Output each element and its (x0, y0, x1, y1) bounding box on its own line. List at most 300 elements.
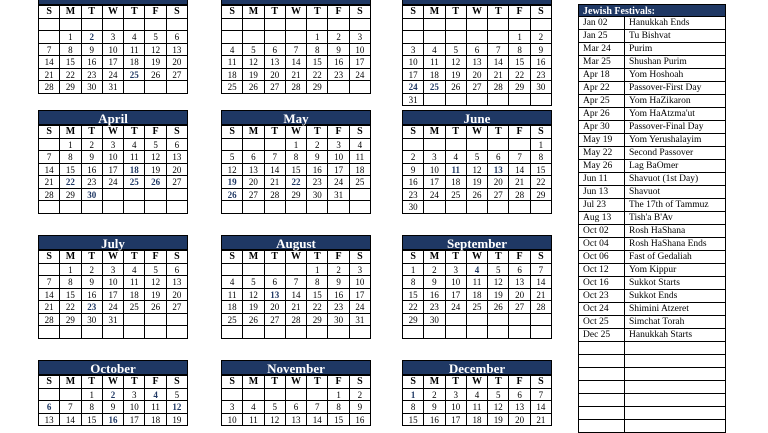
day-cell: 7 (531, 389, 552, 402)
day-cell: 18 (124, 56, 145, 69)
day-cell: 6 (39, 401, 60, 414)
day-cell (403, 326, 424, 339)
day-cell: 16 (403, 176, 424, 189)
day-cell (103, 189, 124, 202)
day-cell: 14 (39, 56, 60, 69)
day-cell (531, 201, 552, 214)
day-cell: 11 (222, 289, 243, 302)
festival-row (579, 368, 725, 381)
day-cell: 7 (488, 44, 509, 57)
day-cell: 25 (350, 176, 371, 189)
day-cell: 9 (103, 401, 124, 414)
festival-date: Jan 02 (579, 17, 625, 29)
day-cell (167, 314, 188, 327)
month-days-grid (221, 5, 371, 94)
day-cell: 2 (82, 264, 103, 277)
day-cell: 16 (103, 414, 124, 427)
day-cell: 24 (446, 301, 467, 314)
day-cell (124, 189, 145, 202)
day-cell: 11 (424, 56, 445, 69)
day-cell: 8 (509, 44, 530, 57)
day-cell: 19 (243, 69, 264, 82)
month-title: August (221, 235, 371, 250)
day-cell: 2 (424, 264, 445, 277)
day-cell: 13 (265, 56, 286, 69)
weekday-header: M (424, 126, 445, 139)
day-cell: 7 (60, 401, 81, 414)
day-cell: 28 (39, 81, 60, 94)
day-cell: 23 (307, 176, 328, 189)
day-cell: 28 (509, 189, 530, 202)
day-cell (488, 94, 509, 107)
weekday-header: S (403, 376, 424, 389)
day-cell (167, 19, 188, 32)
weekday-header: W (103, 251, 124, 264)
day-cell (531, 19, 552, 32)
month-title: October (38, 360, 188, 375)
weekday-header: T (124, 251, 145, 264)
day-cell: 25 (124, 176, 145, 189)
day-cell (467, 19, 488, 32)
day-cell (328, 201, 349, 214)
day-cell: 8 (531, 151, 552, 164)
weekday-header: T (124, 376, 145, 389)
weekday-header: T (488, 251, 509, 264)
weekday-header: S (39, 251, 60, 264)
month-title: December (402, 360, 552, 375)
day-cell (488, 139, 509, 152)
weekday-header: S (531, 251, 552, 264)
day-cell: 5 (222, 151, 243, 164)
day-cell (307, 19, 328, 32)
day-cell: 9 (307, 151, 328, 164)
day-cell: 2 (531, 31, 552, 44)
day-cell: 29 (60, 81, 81, 94)
month-days-grid (402, 125, 552, 214)
day-cell: 6 (509, 264, 530, 277)
day-cell (222, 31, 243, 44)
day-cell: 30 (307, 189, 328, 202)
weekday-header: T (307, 251, 328, 264)
festival-row (579, 238, 725, 251)
day-cell: 5 (467, 151, 488, 164)
weekday-header: F (509, 6, 530, 19)
day-cell (350, 81, 371, 94)
day-cell: 28 (265, 189, 286, 202)
festival-name: Sukkot Ends (629, 291, 678, 301)
day-cell: 15 (82, 414, 103, 427)
day-cell: 23 (82, 69, 103, 82)
day-cell: 29 (531, 189, 552, 202)
day-cell (265, 139, 286, 152)
month-block (221, 110, 371, 214)
festival-date: Oct 06 (579, 251, 625, 263)
festival-date (579, 342, 625, 354)
weekday-header: S (39, 6, 60, 19)
day-cell: 13 (509, 276, 530, 289)
weekday-header: T (82, 251, 103, 264)
day-cell: 8 (307, 44, 328, 57)
day-cell: 19 (467, 176, 488, 189)
day-cell: 2 (307, 139, 328, 152)
weekday-header: S (350, 251, 371, 264)
day-cell: 23 (403, 189, 424, 202)
weekday-header: M (243, 126, 264, 139)
day-cell: 4 (222, 276, 243, 289)
weekday-header: T (82, 6, 103, 19)
festival-date: Apr 26 (579, 108, 625, 120)
day-cell: 15 (403, 289, 424, 302)
day-cell: 17 (350, 289, 371, 302)
festival-row (579, 225, 725, 238)
day-cell: 29 (509, 81, 530, 94)
day-cell: 15 (60, 56, 81, 69)
festival-name: Sukkot Starts (629, 278, 680, 288)
day-cell: 15 (307, 56, 328, 69)
day-cell: 14 (286, 56, 307, 69)
day-cell: 20 (243, 176, 264, 189)
day-cell: 13 (167, 151, 188, 164)
day-cell: 23 (424, 301, 445, 314)
day-cell (424, 326, 445, 339)
month-title: July (38, 235, 188, 250)
day-cell: 3 (350, 264, 371, 277)
day-cell (39, 139, 60, 152)
day-cell: 1 (531, 139, 552, 152)
festival-name (625, 381, 725, 393)
day-cell: 10 (350, 276, 371, 289)
day-cell: 20 (167, 164, 188, 177)
day-cell: 23 (328, 69, 349, 82)
day-cell: 18 (424, 69, 445, 82)
day-cell: 15 (531, 164, 552, 177)
day-cell: 31 (350, 314, 371, 327)
weekday-header: S (39, 126, 60, 139)
day-cell (145, 19, 166, 32)
festival-row (579, 316, 725, 329)
day-cell: 5 (145, 31, 166, 44)
month-days-grid (402, 5, 552, 106)
day-cell: 5 (446, 44, 467, 57)
day-cell: 15 (60, 289, 81, 302)
day-cell (446, 19, 467, 32)
festival-row (579, 121, 725, 134)
festival-date (579, 394, 625, 406)
day-cell: 10 (446, 276, 467, 289)
day-cell: 23 (328, 301, 349, 314)
month-days-grid (221, 125, 371, 214)
day-cell: 12 (243, 289, 264, 302)
day-cell: 6 (467, 44, 488, 57)
weekday-header: M (243, 251, 264, 264)
day-cell: 18 (467, 289, 488, 302)
day-cell: 3 (424, 151, 445, 164)
day-cell: 18 (145, 414, 166, 427)
festival-name: Simchat Torah (629, 317, 685, 327)
weekday-header: M (424, 376, 445, 389)
festival-date: Jan 25 (579, 30, 625, 42)
day-cell (350, 19, 371, 32)
day-cell: 29 (286, 189, 307, 202)
day-cell: 1 (509, 31, 530, 44)
day-cell: 10 (424, 164, 445, 177)
day-cell: 26 (243, 81, 264, 94)
weekday-header: T (82, 126, 103, 139)
day-cell: 24 (328, 176, 349, 189)
day-cell (103, 201, 124, 214)
day-cell: 22 (60, 176, 81, 189)
weekday-header: T (265, 6, 286, 19)
day-cell: 16 (350, 414, 371, 427)
day-cell: 12 (222, 164, 243, 177)
day-cell: 23 (531, 69, 552, 82)
day-cell: 29 (307, 81, 328, 94)
day-cell: 4 (467, 264, 488, 277)
day-cell: 8 (60, 151, 81, 164)
festival-name (625, 407, 725, 419)
day-cell: 28 (39, 189, 60, 202)
weekday-header: M (243, 376, 264, 389)
weekday-header: M (424, 251, 445, 264)
day-cell: 8 (60, 276, 81, 289)
day-cell (488, 326, 509, 339)
day-cell: 22 (60, 301, 81, 314)
day-cell (124, 19, 145, 32)
month-title: September (402, 235, 552, 250)
weekday-header: F (145, 6, 166, 19)
day-cell: 17 (103, 289, 124, 302)
day-cell: 14 (531, 276, 552, 289)
festivals-list (578, 17, 726, 433)
day-cell: 28 (39, 314, 60, 327)
day-cell: 4 (424, 44, 445, 57)
day-cell: 25 (222, 81, 243, 94)
festival-name: Shavuot (629, 187, 661, 197)
day-cell: 10 (103, 44, 124, 57)
day-cell: 1 (60, 264, 81, 277)
day-cell: 21 (531, 414, 552, 427)
day-cell: 3 (446, 389, 467, 402)
day-cell: 23 (82, 301, 103, 314)
weekday-header: M (60, 6, 81, 19)
day-cell: 18 (350, 164, 371, 177)
festival-name: Rosh HaShana Ends (629, 239, 707, 249)
day-cell: 17 (403, 69, 424, 82)
day-cell (467, 139, 488, 152)
day-cell: 13 (243, 164, 264, 177)
festival-name: Yom Hoshoah (629, 70, 684, 80)
festival-row (579, 134, 725, 147)
day-cell (488, 201, 509, 214)
day-cell: 11 (350, 151, 371, 164)
month-block (38, 235, 188, 339)
weekday-header: F (328, 126, 349, 139)
day-cell: 1 (403, 389, 424, 402)
day-cell: 16 (82, 56, 103, 69)
festival-name (625, 368, 725, 380)
festival-name: Shimini Atzeret (629, 304, 689, 314)
day-cell (286, 19, 307, 32)
day-cell: 27 (167, 69, 188, 82)
festival-date: May 26 (579, 160, 625, 172)
day-cell: 11 (243, 414, 264, 427)
day-cell: 4 (446, 151, 467, 164)
weekday-header: S (350, 6, 371, 19)
day-cell: 21 (488, 69, 509, 82)
day-cell (286, 389, 307, 402)
day-cell: 7 (307, 401, 328, 414)
day-cell: 4 (124, 139, 145, 152)
day-cell (265, 31, 286, 44)
festival-date (579, 355, 625, 367)
day-cell: 20 (467, 69, 488, 82)
day-cell: 29 (60, 314, 81, 327)
day-cell (243, 326, 264, 339)
day-cell: 1 (286, 139, 307, 152)
festival-date (579, 381, 625, 393)
festival-date: Oct 16 (579, 277, 625, 289)
day-cell (328, 81, 349, 94)
day-cell: 11 (145, 401, 166, 414)
day-cell (424, 31, 445, 44)
day-cell: 8 (60, 44, 81, 57)
day-cell: 27 (265, 314, 286, 327)
day-cell (222, 326, 243, 339)
festival-date: Apr 25 (579, 95, 625, 107)
day-cell: 19 (222, 176, 243, 189)
day-cell: 18 (124, 289, 145, 302)
day-cell: 19 (145, 56, 166, 69)
month-title: May (221, 110, 371, 125)
day-cell (145, 201, 166, 214)
day-cell (467, 314, 488, 327)
weekday-header: T (307, 6, 328, 19)
day-cell: 21 (531, 289, 552, 302)
day-cell: 4 (145, 389, 166, 402)
day-cell: 31 (328, 189, 349, 202)
day-cell: 29 (403, 314, 424, 327)
day-cell: 12 (467, 164, 488, 177)
day-cell: 3 (103, 31, 124, 44)
day-cell (60, 326, 81, 339)
day-cell (124, 314, 145, 327)
day-cell: 22 (307, 69, 328, 82)
day-cell: 26 (467, 189, 488, 202)
day-cell: 5 (488, 264, 509, 277)
day-cell: 22 (307, 301, 328, 314)
weekday-header: S (39, 376, 60, 389)
day-cell (531, 326, 552, 339)
day-cell: 18 (124, 164, 145, 177)
day-cell: 2 (424, 389, 445, 402)
day-cell: 12 (243, 56, 264, 69)
festival-date: Mar 25 (579, 56, 625, 68)
day-cell: 16 (424, 289, 445, 302)
festival-name: Hanukkah Starts (629, 330, 693, 340)
festival-date (579, 420, 625, 432)
day-cell: 26 (446, 81, 467, 94)
day-cell: 17 (328, 164, 349, 177)
weekday-header: M (243, 6, 264, 19)
festival-name: Passover-Final Day (629, 122, 704, 132)
festival-name: Second Passover (629, 148, 694, 158)
festival-row (579, 160, 725, 173)
day-cell: 14 (286, 289, 307, 302)
day-cell: 10 (350, 44, 371, 57)
day-cell: 14 (39, 164, 60, 177)
day-cell: 5 (265, 401, 286, 414)
day-cell: 4 (350, 139, 371, 152)
day-cell: 16 (531, 56, 552, 69)
day-cell: 7 (39, 151, 60, 164)
festivals-title: Jewish Festivals: (578, 4, 726, 17)
weekday-header: W (286, 6, 307, 19)
day-cell: 17 (446, 414, 467, 427)
day-cell (488, 31, 509, 44)
day-cell (243, 19, 264, 32)
day-cell: 12 (446, 56, 467, 69)
day-cell: 7 (39, 44, 60, 57)
day-cell: 18 (446, 176, 467, 189)
day-cell: 15 (286, 164, 307, 177)
festival-row (579, 407, 725, 420)
festival-name: Fast of Gedaliah (629, 252, 692, 262)
day-cell (145, 189, 166, 202)
festival-row (579, 251, 725, 264)
day-cell: 21 (39, 69, 60, 82)
day-cell (424, 19, 445, 32)
day-cell: 9 (424, 276, 445, 289)
day-cell: 30 (403, 201, 424, 214)
day-cell: 25 (446, 189, 467, 202)
day-cell: 13 (488, 164, 509, 177)
day-cell: 19 (145, 289, 166, 302)
day-cell: 8 (328, 401, 349, 414)
day-cell (145, 81, 166, 94)
day-cell: 15 (509, 56, 530, 69)
festival-name (625, 342, 725, 354)
day-cell (531, 94, 552, 107)
day-cell (39, 389, 60, 402)
festival-name: Tu Bishvat (629, 31, 671, 41)
day-cell: 17 (124, 414, 145, 427)
day-cell: 8 (82, 401, 103, 414)
day-cell: 24 (403, 81, 424, 94)
weekday-header: T (124, 6, 145, 19)
day-cell: 29 (307, 314, 328, 327)
day-cell: 27 (488, 189, 509, 202)
day-cell: 26 (145, 69, 166, 82)
day-cell: 3 (124, 389, 145, 402)
weekday-header: M (60, 126, 81, 139)
day-cell: 12 (265, 414, 286, 427)
day-cell (509, 314, 530, 327)
day-cell (145, 314, 166, 327)
day-cell: 3 (446, 264, 467, 277)
weekday-header: S (350, 376, 371, 389)
day-cell (265, 264, 286, 277)
day-cell (424, 139, 445, 152)
day-cell: 10 (222, 414, 243, 427)
day-cell: 24 (103, 301, 124, 314)
day-cell: 19 (145, 164, 166, 177)
month-days-grid (402, 250, 552, 339)
festival-name: Shavuot (1st Day) (629, 174, 699, 184)
weekday-header: S (531, 6, 552, 19)
day-cell: 30 (531, 81, 552, 94)
weekday-header: S (167, 126, 188, 139)
weekday-header: W (286, 376, 307, 389)
